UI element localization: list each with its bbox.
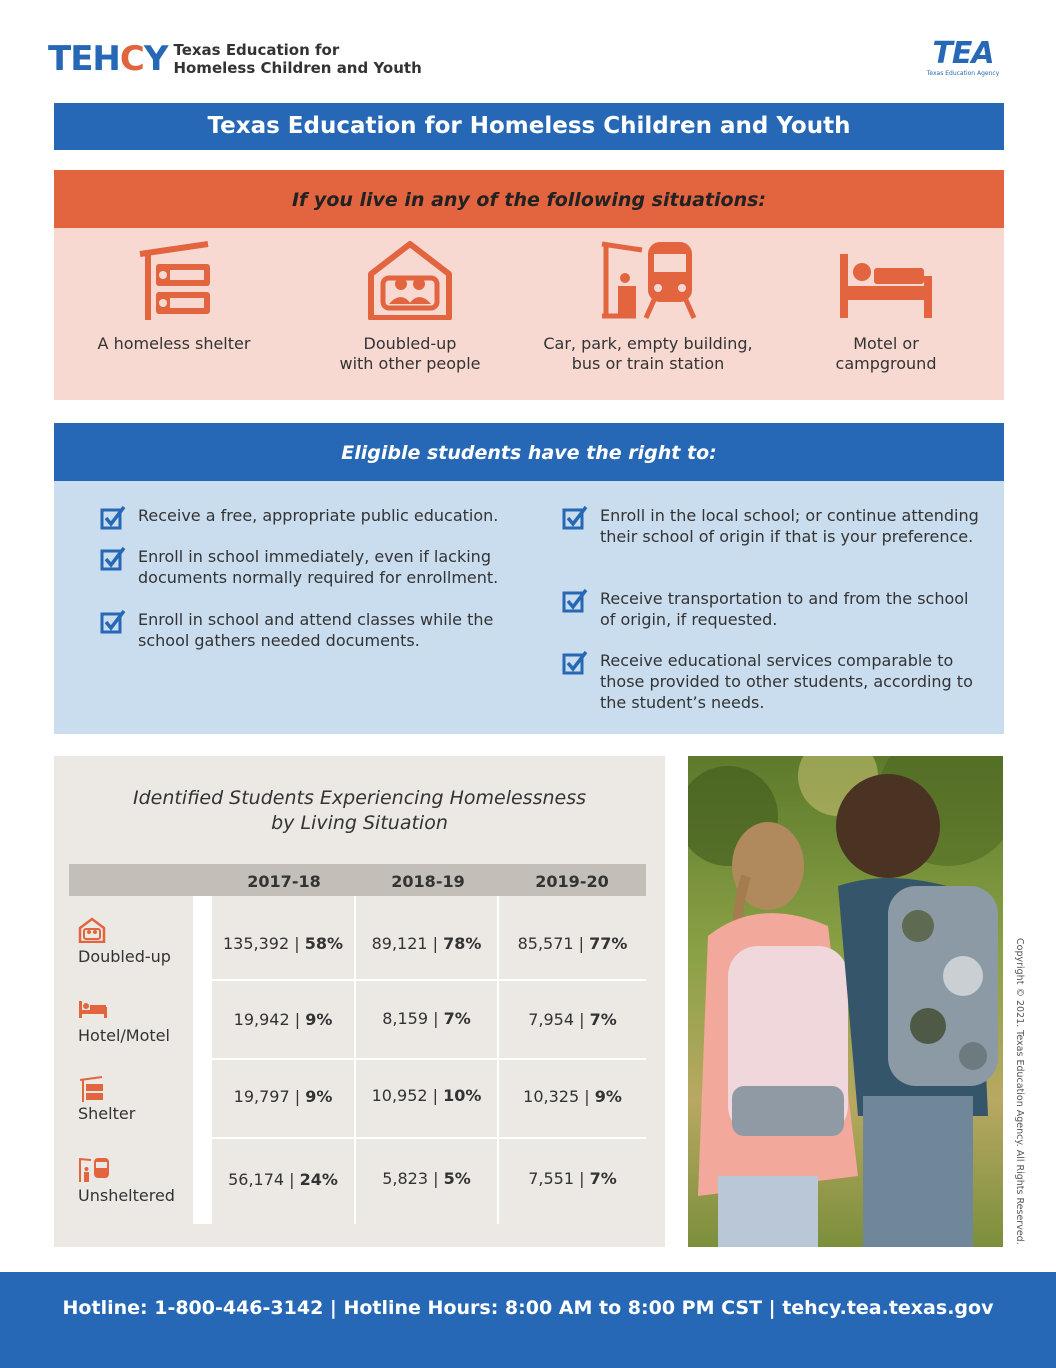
right-text: Receive transportation to and from the school of origin, if requested. [600,589,969,629]
right-item [100,546,530,588]
footer-hotline: Hotline: 1-800-446-3142 | Hotline Hours: 8:00 AM to 8:00 PM CST | tehcy.tea.texas.gov [0,1272,1056,1368]
row-label-doubled-up: Doubled-up [78,947,171,966]
table-cell: 19,942 | 9% [233,1010,333,1029]
situation-label: Doubled-up with other people [339,334,481,373]
checkbox-checked-icon [562,588,588,614]
table-cell: 8,159 | 7% [382,1009,471,1028]
column-header: 2018-19 [391,872,465,891]
train-station-icon [598,240,698,320]
right-text: Enroll in school and attend classes while the school gathers needed documents. [138,610,494,650]
right-text: Receive a free, appropriate public education. [138,506,499,525]
row-label-hotel-motel: Hotel/Motel [78,1026,170,1045]
right-item [562,505,982,547]
tehcy-name-line2: Homeless Children and Youth [173,59,422,77]
bed-icon [836,240,936,320]
checkbox-checked-icon [100,609,126,635]
table-divider [212,979,646,981]
row-label-shelter: Shelter [78,1104,136,1123]
right-text: Enroll in school immediately, even if lacking documents normally required for enrollment. [138,547,499,587]
column-header: 2017-18 [247,872,321,891]
right-item [562,588,982,630]
table-divider [193,896,212,1224]
right-text: Receive educational services comparable to those provided to other students, according to the student’s needs. [600,651,973,712]
table-title [54,786,665,836]
tehcy-name [173,41,421,77]
situation-motel [766,240,1006,374]
house-family-icon [365,240,455,320]
table-cell: 5,823 | 5% [382,1169,471,1188]
statistics-table-panel [54,756,665,1247]
right-text: Enroll in the local school; or continue attending their school of origin if that is your preference. [600,506,979,546]
situation-label: A homeless shelter [97,334,251,353]
table-header-row [69,864,646,896]
table-title-line2: by Living Situation [271,812,448,834]
tea-tagline: Texas Education Agency [926,70,1000,77]
table-cell: 19,797 | 9% [233,1087,333,1106]
checkbox-checked-icon [562,505,588,531]
table-title-line1: Identified Students Experiencing Homelessness [132,787,586,809]
situation-doubled-up [290,240,530,374]
table-divider [212,1058,646,1060]
table-cell: 7,551 | 7% [528,1169,617,1188]
train-station-icon [78,1157,110,1183]
rights-section [54,423,1004,734]
situation-shelter [54,240,294,354]
table-divider [212,1137,646,1139]
column-header: 2019-20 [535,872,609,891]
students-photo [688,756,1003,1247]
situations-section [54,170,1004,400]
bed-icon [78,999,108,1019]
table-cell: 56,174 | 24% [228,1170,338,1189]
table-cell: 89,121 | 78% [371,934,482,953]
right-item [100,505,520,531]
shelter-icon [78,1076,104,1102]
situation-label: Motel or campground [835,334,937,373]
house-family-icon [78,917,106,943]
page-title: Texas Education for Homeless Children and Youth [54,103,1004,150]
copyright-notice: Copyright © 2021. Texas Education Agency. All Rights Reserved. [1014,938,1025,1245]
table-cell: 7,954 | 7% [528,1010,617,1029]
checkbox-checked-icon [562,650,588,676]
tehcy-name-line1: Texas Education for [173,41,340,59]
shelter-icon [134,240,214,320]
tehcy-logo [48,38,422,80]
header [48,38,1003,80]
situations-heading: If you live in any of the following situations: [54,170,1004,228]
right-item [100,609,520,651]
checkbox-checked-icon [100,505,126,531]
table-cell: 135,392 | 58% [222,934,344,953]
tea-logo [923,38,1003,80]
rights-heading: Eligible students have the right to: [54,423,1004,481]
table-cell: 10,952 | 10% [371,1086,482,1105]
table-cell: 85,571 | 77% [517,934,628,953]
table-cell: 10,325 | 9% [523,1087,622,1106]
checkbox-checked-icon [100,546,126,572]
tea-wordmark: TEA [932,36,994,71]
situation-label: Car, park, empty building, bus or train station [543,334,753,373]
tehcy-wordmark: TEHCY [48,39,168,79]
row-label-unsheltered: Unsheltered [78,1186,175,1205]
right-item [562,650,982,713]
situation-unsheltered [528,240,768,374]
